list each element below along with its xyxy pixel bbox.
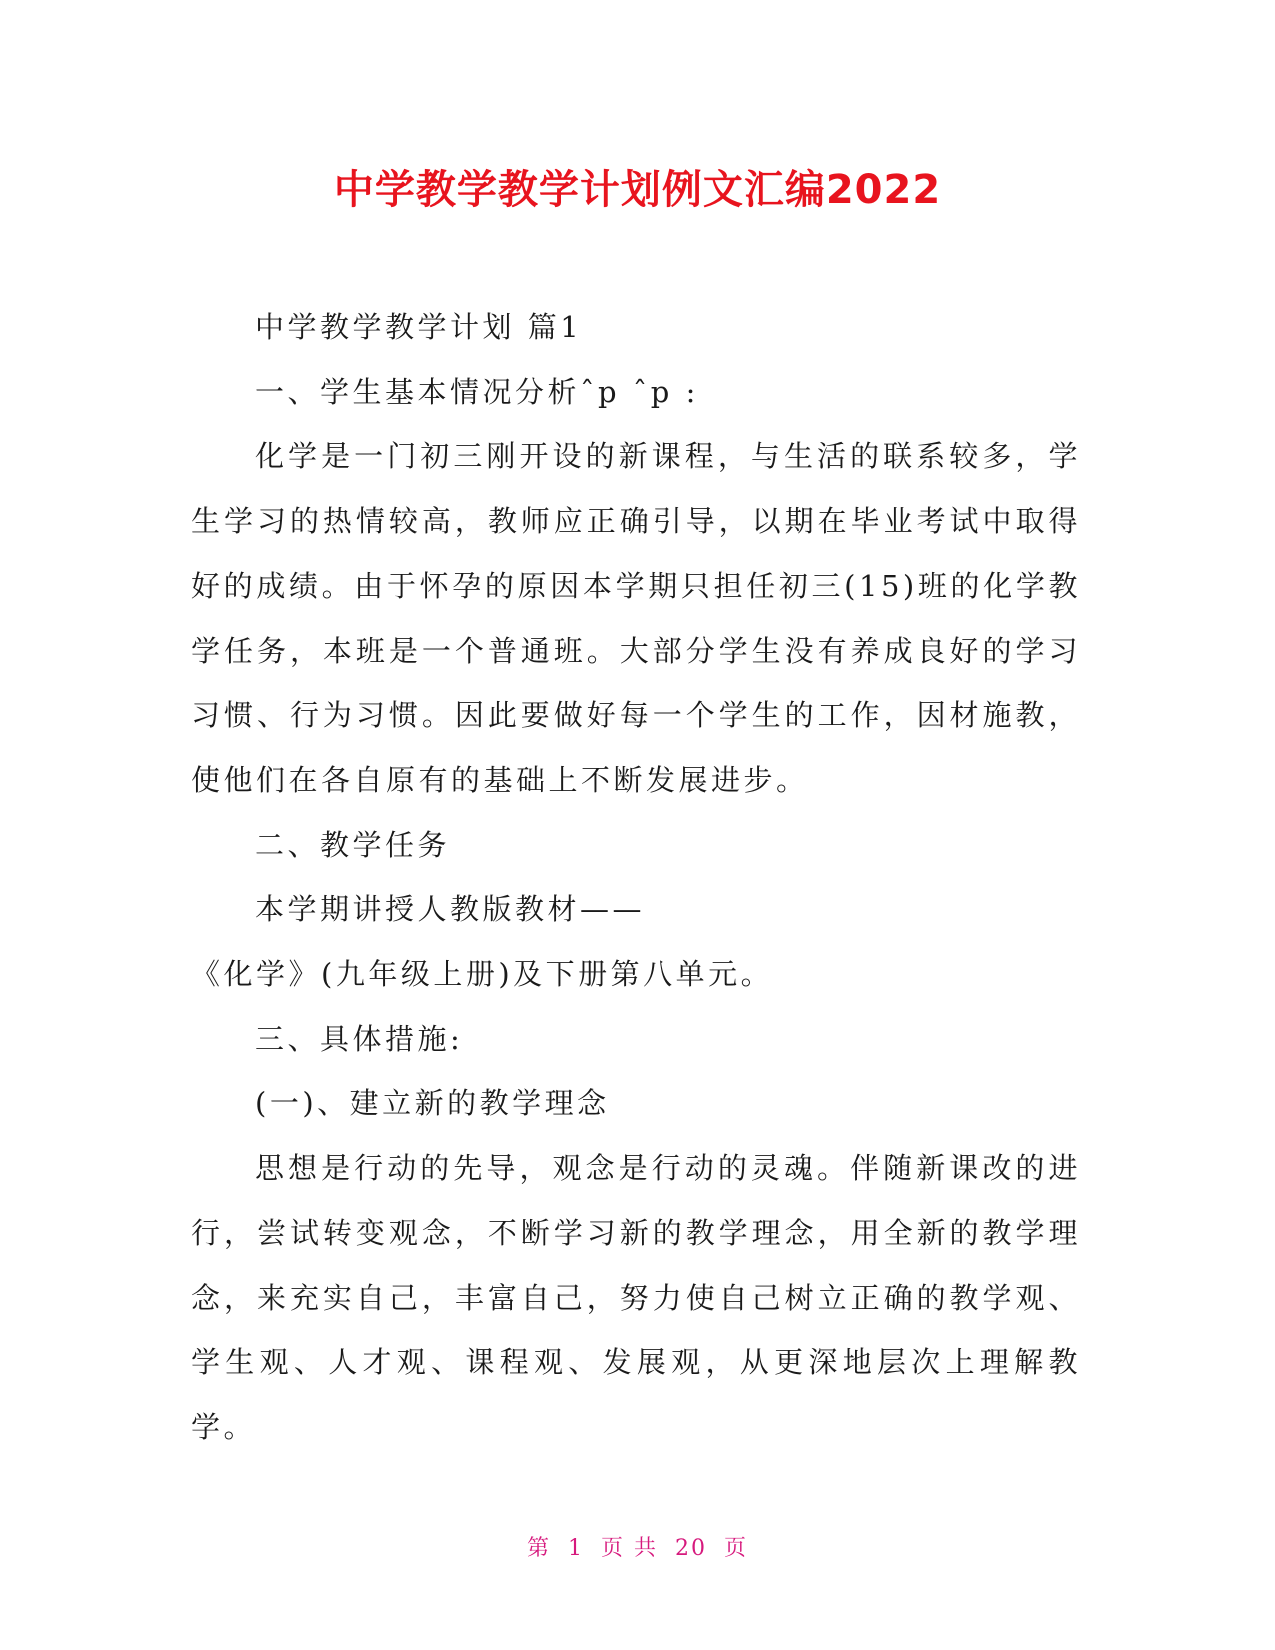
footer-prefix: 第 [526, 1536, 551, 1561]
paragraph-textbook: 本学期讲授人教版教材—— [255, 892, 646, 927]
footer-current-page: 1 [568, 1536, 584, 1561]
paragraph-textbook-cont: 《化学》(九年级上册)及下册第八单元。 [191, 957, 774, 992]
footer-middle: 页 共 [601, 1536, 658, 1561]
page-footer [0, 1534, 1275, 1564]
paragraph-heading: 中学教学教学计划 篇1 [255, 310, 583, 344]
document-title: 中学教学教学计划例文汇编2022 [333, 167, 942, 213]
paragraph-subsection-1: (一)、建立新的教学理念 [255, 1086, 610, 1121]
footer-total-pages: 20 [675, 1536, 707, 1561]
paragraph-student-analysis: 化学是一门初三刚开设的新课程，与生活的联系较多，学生学习的热情较高，教师应正确引导，以期在毕业考试中取得好的成绩。由于怀孕的原因本学期只担任初三(15)班的化学教学任务，本班是一个普通班。大部分学生没有养成良好的学习习惯、行为习惯。因此要做好每一个学生的工作，因材施教，使他们在各自原有的基础上不断发展进步。 [191, 439, 1081, 797]
paragraph-section-1: 一、学生基本情况分析ˆp ˆp : [255, 374, 699, 409]
paragraph-section-3: 三、具体措施: [255, 1021, 464, 1056]
paragraph-teaching-concept: 思想是行动的先导，观念是行动的灵魂。伴随新课改的进行，尝试转变观念，不断学习新的教学理念，用全新的教学理念，来充实自己，丰富自己，努力使自己树立正确的教学观、学生观、人才观、课程观、发展观，从更深地层次上理解教学。 [191, 1151, 1081, 1444]
footer-suffix: 页 [724, 1536, 749, 1561]
document-body [191, 295, 1081, 1460]
paragraph-section-2: 二、教学任务 [255, 827, 451, 862]
